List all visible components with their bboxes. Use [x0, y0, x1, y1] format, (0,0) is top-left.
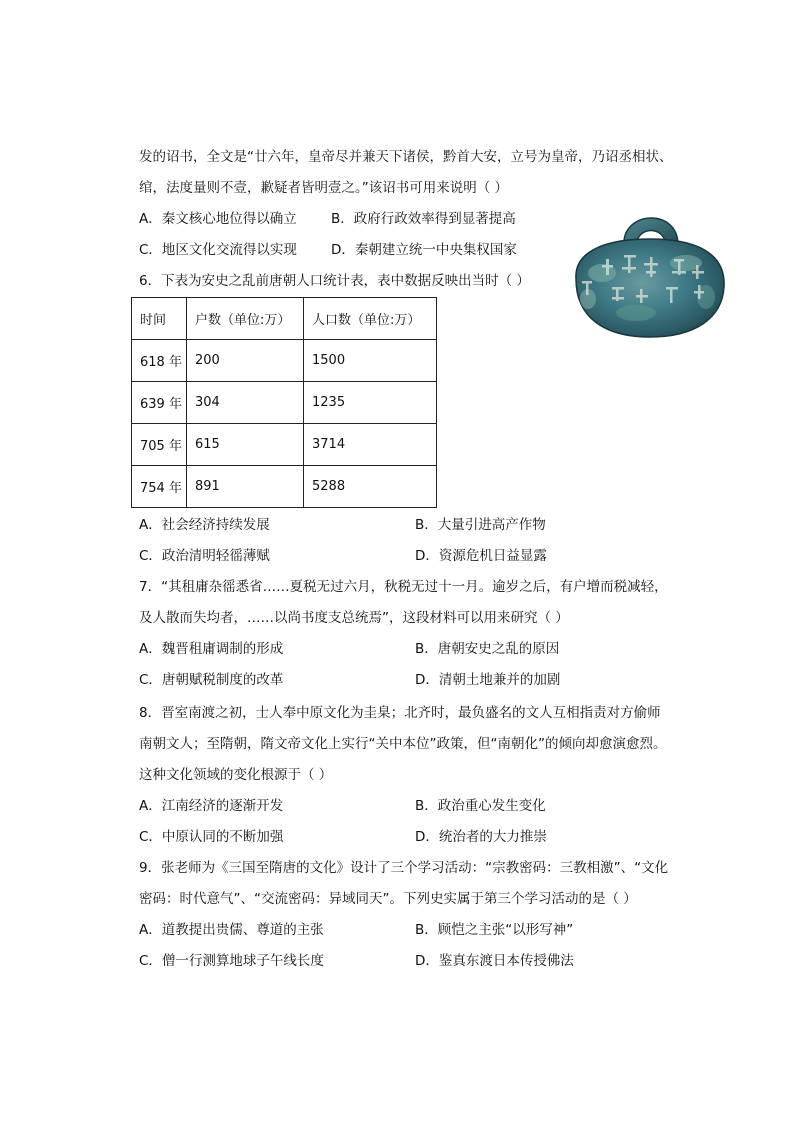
q6-stem: 6．下表为安史之乱前唐朝人口统计表，表中数据反映出当时（ ） [139, 273, 530, 289]
q8-option-d: D．统治者的大力推崇 [415, 829, 547, 845]
table-cell: 754 年 [132, 466, 187, 508]
table-cell: 304 [187, 382, 304, 424]
q8-option-a: A．江南经济的逐渐开发 [139, 798, 284, 814]
q9-stem-line-2: 密码：时代意气”、“交流密码：异域同天”。下列史实属于第三个学习活动的是（ ） [139, 891, 637, 907]
q9-option-d: D．鉴真东渡日本传授佛法 [415, 953, 574, 969]
q6-option-d: D．资源危机日益显露 [415, 548, 547, 564]
table-cell: 639 年 [132, 382, 187, 424]
q7-option-b: B．唐朝安史之乱的原因 [415, 641, 560, 657]
qin-bronze-weight-image [566, 201, 732, 341]
table-cell: 618 年 [132, 340, 187, 382]
table-cell: 891 [187, 466, 304, 508]
table-cell: 1235 [304, 382, 437, 424]
table-row [132, 466, 437, 508]
q5-option-b: B．政府行政效率得到显著提高 [331, 211, 516, 227]
table-cell: 5288 [304, 466, 437, 508]
q8-option-b: B．政治重心发生变化 [415, 798, 546, 814]
q7-option-c: C．唐朝赋税制度的改革 [139, 672, 284, 688]
q9-stem-line-1: 9．张老师为《三国至隋唐的文化》设计了三个学习活动：“宗教密码：三教相激”、“文化 [139, 860, 669, 876]
q5-option-a: A．秦文核心地位得以确立 [139, 211, 297, 227]
q7-option-d: D．清朝土地兼并的加剧 [415, 672, 561, 688]
q8-stem-line-3: 这种文化领域的变化根源于（ ） [139, 767, 333, 783]
table-row [132, 424, 437, 466]
q8-option-c: C．中原认同的不断加强 [139, 829, 284, 845]
table-header-cell: 人口数（单位:万） [304, 298, 437, 340]
q9-option-c: C．僧一行测算地球子午线长度 [139, 953, 324, 969]
q5-stem-line-2: 绾，法度量则不壹，歉疑者皆明壹之。”该诏书可用来说明（ ） [139, 180, 509, 196]
q7-option-a: A．魏晋租庸调制的形成 [139, 641, 284, 657]
table-header-row [132, 298, 437, 340]
q8-stem-line-1: 8．晋室南渡之初，士人奉中原文化为圭臬；北齐时，最负盛名的文人互相指责对方偷师 [139, 705, 661, 721]
table-header-cell: 户数（单位:万） [187, 298, 304, 340]
q5-option-c: C．地区文化交流得以实现 [139, 242, 297, 258]
table-row [132, 340, 437, 382]
q7-stem-line-1: 7．“其租庸杂徭悉省……夏税无过六月，秋税无过十一月。逾岁之后，有户增而税减轻， [139, 579, 668, 595]
table-row [132, 382, 437, 424]
table-cell: 200 [187, 340, 304, 382]
table-cell: 705 年 [132, 424, 187, 466]
table-header-cell: 时间 [132, 298, 187, 340]
q7-stem-line-2: 及人散而失均者，……以尚书度支总统焉”，这段材料可以用来研究（ ） [139, 610, 569, 626]
q6-option-b: B．大量引进高产作物 [415, 517, 546, 533]
q6-option-a: A．社会经济持续发展 [139, 517, 270, 533]
table-cell: 1500 [304, 340, 437, 382]
table-cell: 3714 [304, 424, 437, 466]
q8-stem-line-2: 南朝文人；至隋朝，隋文帝文化上实行“关中本位”政策，但“南朝化”的倾向却愈演愈烈。 [139, 736, 667, 752]
q9-option-b: B．顾恺之主张“以形写神” [415, 922, 574, 938]
q9-option-a: A．道教提出贵儒、尊道的主张 [139, 922, 324, 938]
q5-option-d: D．秦朝建立统一中央集权国家 [331, 242, 517, 258]
population-table [131, 297, 437, 508]
q6-option-c: C．政治清明轻徭薄赋 [139, 548, 270, 564]
q5-stem-line-1: 发的诏书，全文是“廿六年，皇帝尽并兼天下诸侯，黔首大安，立号为皇帝，乃诏丞相状、 [139, 149, 673, 165]
table-cell: 615 [187, 424, 304, 466]
